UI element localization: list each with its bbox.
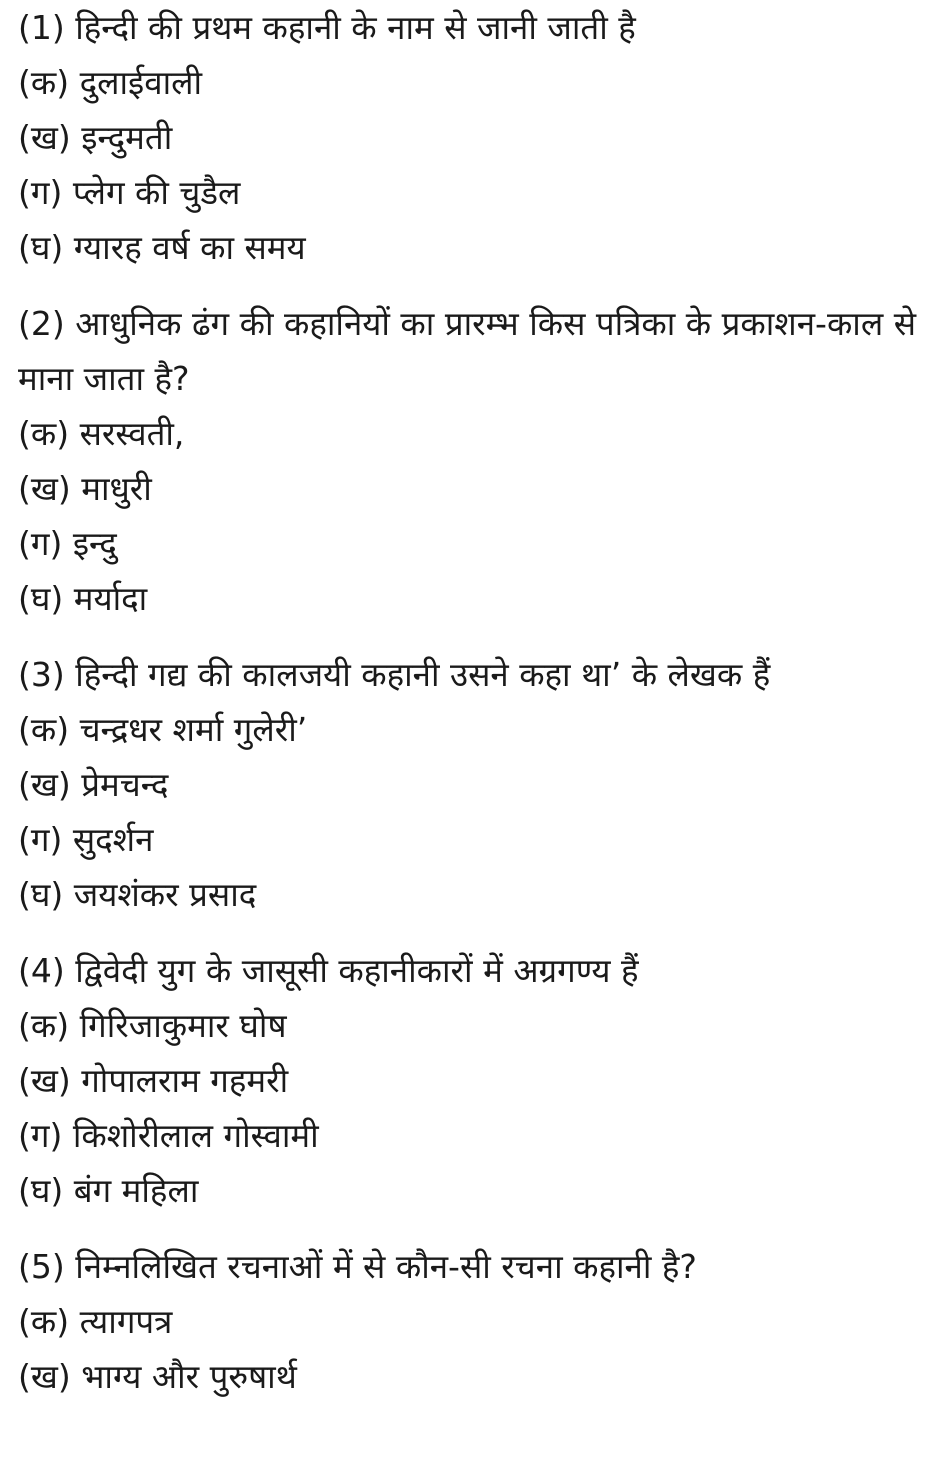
option-kha: (ख) गोपालराम गहमरी bbox=[18, 1061, 289, 1100]
option-kha: (ख) भाग्य और पुरुषार्थ bbox=[18, 1357, 297, 1396]
option-gha: (घ) ग्यारह वर्ष का समय bbox=[18, 228, 306, 267]
question-5 bbox=[18, 1239, 938, 1404]
question-text: (5) निम्नलिखित रचनाओं में से कौन-सी रचना कहानी है? bbox=[18, 1247, 697, 1286]
question-3 bbox=[18, 647, 938, 922]
question-4 bbox=[18, 943, 938, 1218]
option-ka: (क) सरस्वती, bbox=[18, 414, 185, 453]
option-ga: (ग) प्लेग की चुडैल bbox=[18, 173, 241, 212]
option-ka: (क) त्यागपत्र bbox=[18, 1302, 173, 1341]
option-ka: (क) चन्द्रधर शर्मा गुलेरी’ bbox=[18, 710, 308, 749]
option-kha: (ख) माधुरी bbox=[18, 469, 152, 508]
question-list bbox=[18, 0, 938, 1425]
option-kha: (ख) इन्दुमती bbox=[18, 118, 173, 157]
option-ga: (ग) किशोरीलाल गोस्वामी bbox=[18, 1116, 319, 1155]
option-gha: (घ) मर्यादा bbox=[18, 579, 148, 618]
question-text: (1) हिन्दी की प्रथम कहानी के नाम से जानी जाती है bbox=[18, 8, 636, 47]
question-text: (4) द्विवेदी युग के जासूसी कहानीकारों में अग्रगण्य हैं bbox=[18, 951, 639, 990]
option-ka: (क) दुलाईवाली bbox=[18, 63, 203, 102]
option-kha: (ख) प्रेमचन्द bbox=[18, 765, 169, 804]
question-text: (3) हिन्दी गद्य की कालजयी कहानी उसने कहा था’ के लेखक हैं bbox=[18, 655, 771, 694]
option-ga: (ग) इन्दु bbox=[18, 524, 117, 563]
question-1 bbox=[18, 0, 938, 275]
option-ka: (क) गिरिजाकुमार घोष bbox=[18, 1006, 287, 1045]
option-gha: (घ) जयशंकर प्रसाद bbox=[18, 875, 257, 914]
question-2 bbox=[18, 296, 938, 626]
question-text: (2) आधुनिक ढंग की कहानियों का प्रारम्भ किस पत्रिका के प्रकाशन-काल से माना जाता है? bbox=[18, 304, 917, 398]
option-gha: (घ) बंग महिला bbox=[18, 1171, 199, 1210]
option-ga: (ग) सुदर्शन bbox=[18, 820, 154, 859]
